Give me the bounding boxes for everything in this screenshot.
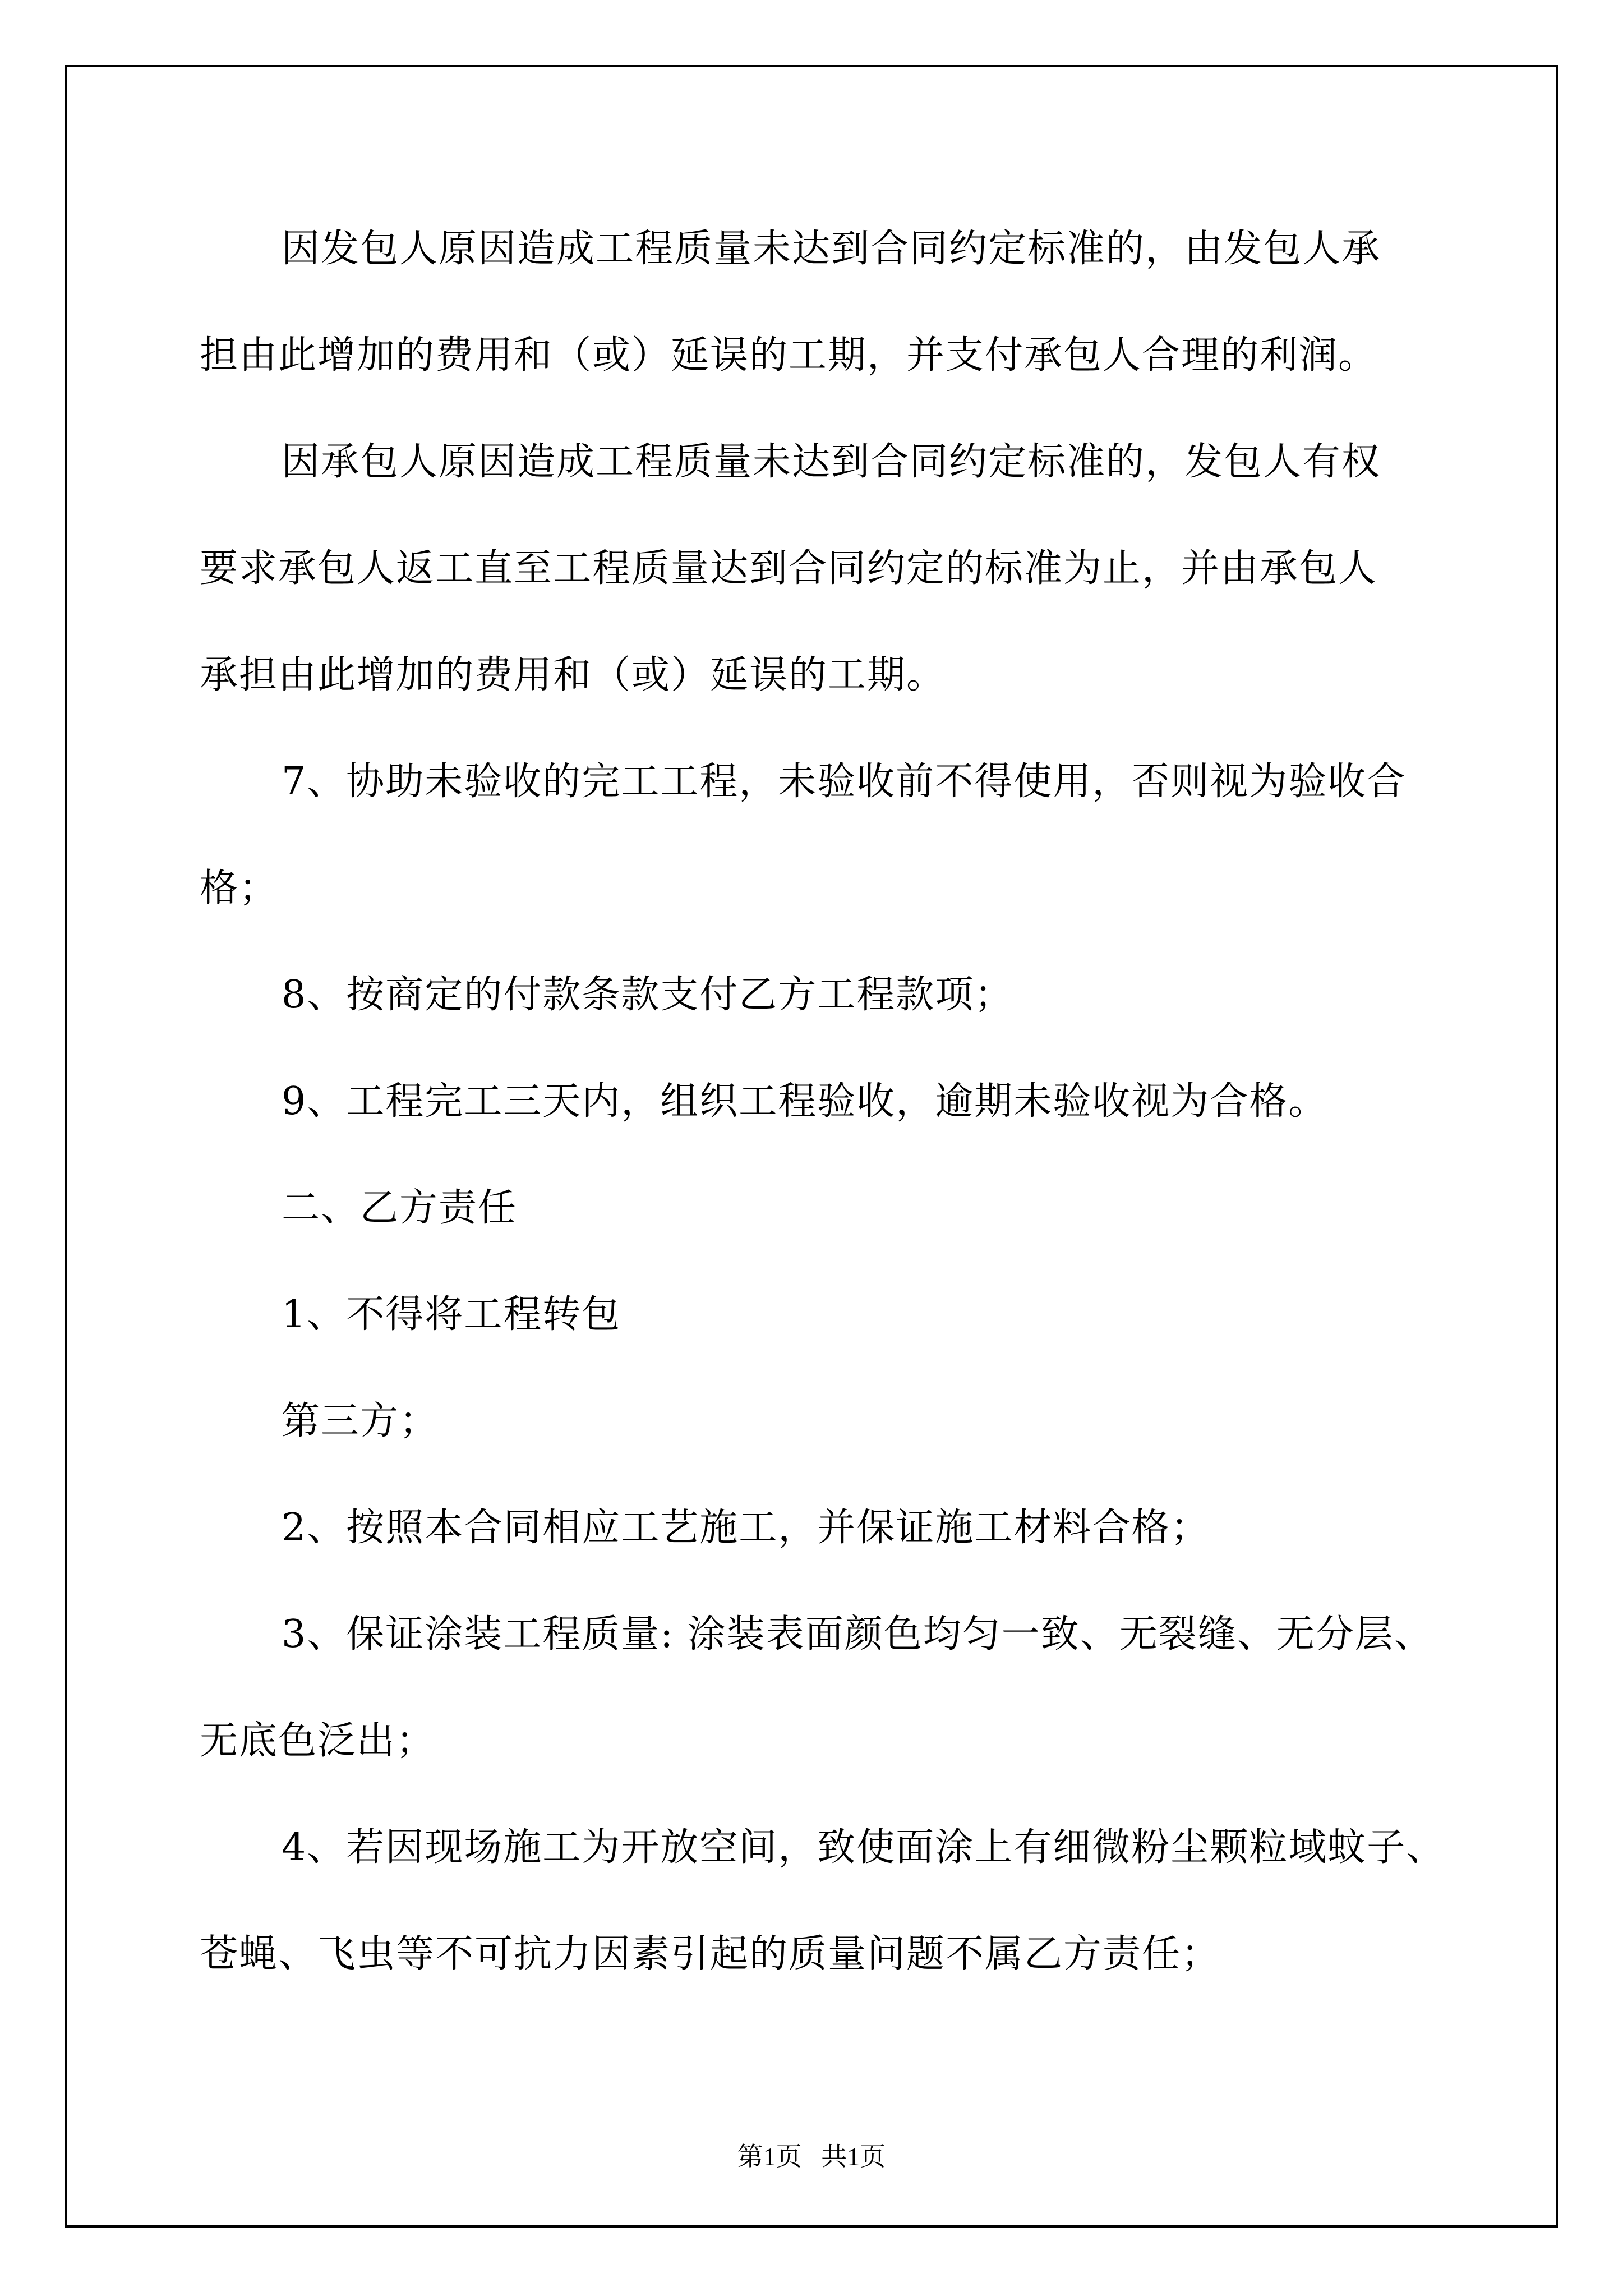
- paragraph-1-line-1: 因发包人原因造成工程质量未达到合同约定标准的，由发包人承: [282, 227, 1381, 271]
- paragraph-2-line-2: 要求承包人返工直至工程质量达到合同约定的标准为止，并由承包人: [200, 546, 1378, 591]
- paragraph-2-line-1: 因承包人原因造成工程质量未达到合同约定标准的，发包人有权: [282, 440, 1381, 484]
- item-7-line-2: 格；: [200, 866, 279, 910]
- item-b4-line-1: 4、若因现场施工为开放空间，致使面涂上有细微粉尘颗粒域蚊子、: [282, 1825, 1446, 1870]
- item-b2: 2、按照本合同相应工艺施工，并保证施工材料合格；: [282, 1506, 1210, 1550]
- item-9: 9、工程完工三天内，组织工程验收，逾期未验收视为合格。: [282, 1079, 1328, 1124]
- item-b4-line-2: 苍蝇、飞虫等不可抗力因素引起的质量问题不属乙方责任；: [200, 1932, 1221, 1976]
- page-footer: 第1页 共1页: [737, 2142, 886, 2171]
- item-8: 8、按商定的付款条款支付乙方工程款项；: [282, 973, 1014, 1017]
- item-b3-line-1: 3、保证涂装工程质量: 涂装表面颜色均匀一致、无裂缝、无分层、: [282, 1612, 1433, 1657]
- item-b1: 1、不得将工程转包: [282, 1292, 621, 1337]
- item-b3-line-2: 无底色泛出；: [200, 1719, 436, 1763]
- item-7-line-1: 7、协助未验收的完工工程，未验收前不得使用，否则视为验收合: [282, 760, 1407, 804]
- item-b1-continuation: 第三方；: [282, 1399, 439, 1443]
- paragraph-1-line-2: 担由此增加的费用和（或）延误的工期，并支付承包人合理的利润。: [200, 333, 1378, 378]
- section-heading-party-b: 二、乙方责任: [282, 1186, 518, 1230]
- paragraph-2-line-3: 承担由此增加的费用和（或）延误的工期。: [200, 653, 946, 697]
- page-border: [65, 65, 1558, 2228]
